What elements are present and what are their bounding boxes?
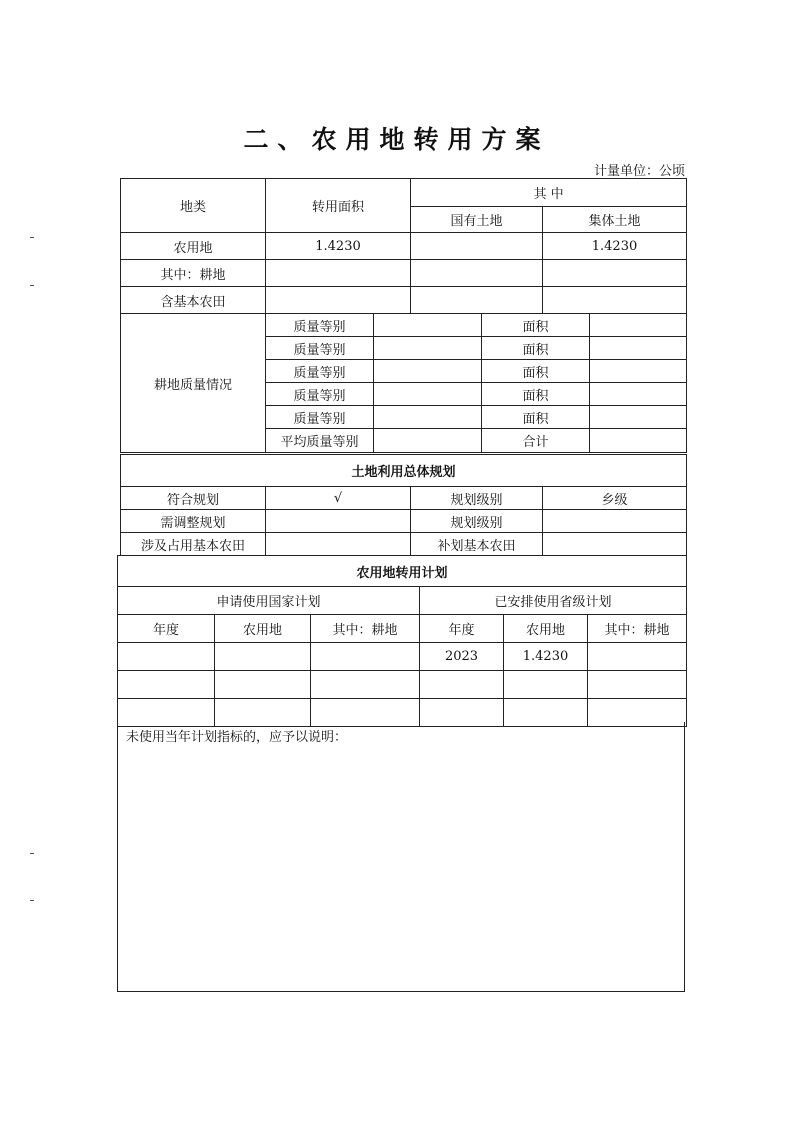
- provincial-plan-header: 已安排使用省级计划: [420, 587, 687, 615]
- table-row: [121, 260, 687, 287]
- table-row: [118, 643, 687, 671]
- row-label: 农用地: [121, 233, 266, 260]
- quality-value: [374, 337, 482, 360]
- table-row: [121, 233, 687, 260]
- quality-key: 质量等别: [266, 314, 374, 337]
- col-header: 年度: [118, 615, 215, 643]
- col-header: 其中：耕地: [311, 615, 420, 643]
- state-value: [411, 287, 543, 314]
- quality-value: [374, 429, 482, 453]
- cell: 2023: [420, 643, 504, 671]
- table-row: [121, 287, 687, 314]
- state-value: [411, 233, 543, 260]
- quality-value2: [590, 314, 687, 337]
- quality-value2: [590, 360, 687, 383]
- unit-label: 计量单位：公顷: [593, 164, 685, 179]
- planning-level-value: [543, 510, 687, 533]
- quality-key2: 合计: [482, 429, 590, 453]
- cell: [311, 643, 420, 671]
- state-value: [411, 260, 543, 287]
- planning-item: 涉及占用基本农田: [121, 533, 266, 556]
- quality-key2: 面积: [482, 383, 590, 406]
- area-value: [266, 260, 411, 287]
- page-title: 二、农用地转用方案: [243, 125, 550, 154]
- quality-value2: [590, 337, 687, 360]
- col-header: 年度: [420, 615, 504, 643]
- header-converted-area: 转用面积: [266, 179, 411, 233]
- table-row: [118, 671, 687, 699]
- quality-key: 质量等别: [266, 406, 374, 429]
- cell: [215, 643, 311, 671]
- col-header: 农用地: [504, 615, 588, 643]
- scan-mark: [30, 285, 34, 286]
- collective-value: [543, 287, 687, 314]
- planning-table: [120, 454, 687, 556]
- cell: [215, 671, 311, 699]
- scan-mark: [30, 853, 34, 854]
- quality-value: [374, 406, 482, 429]
- planning-title: 土地利用总体规划: [121, 455, 687, 487]
- quality-key2: 面积: [482, 314, 590, 337]
- quality-key2: 面积: [482, 360, 590, 383]
- col-header: 其中：耕地: [588, 615, 687, 643]
- quality-value2: [590, 383, 687, 406]
- planning-level-value: [543, 533, 687, 556]
- planning-level-label: 规划级别: [411, 510, 543, 533]
- explanation-box: [117, 722, 685, 992]
- planning-item: 需调整规划: [121, 510, 266, 533]
- scan-mark: [30, 900, 34, 901]
- quality-value: [374, 314, 482, 337]
- quality-key2: 面积: [482, 337, 590, 360]
- cell: [118, 671, 215, 699]
- cell: [588, 671, 687, 699]
- area-value: 1.4230: [266, 233, 411, 260]
- quality-key: 平均质量等别: [266, 429, 374, 453]
- area-value: [266, 287, 411, 314]
- cell: [118, 643, 215, 671]
- land-area-table: [120, 178, 687, 314]
- header-land-type: 地类: [121, 179, 266, 233]
- quality-key: 质量等别: [266, 383, 374, 406]
- planning-check: √: [266, 487, 411, 510]
- collective-value: 1.4230: [543, 233, 687, 260]
- planning-level-value: 乡级: [543, 487, 687, 510]
- planning-check: [266, 510, 411, 533]
- conversion-title: 农用地转用计划: [118, 556, 687, 587]
- header-among: 其 中: [411, 179, 687, 207]
- quality-key: 质量等别: [266, 360, 374, 383]
- national-plan-header: 申请使用国家计划: [118, 587, 420, 615]
- cell: [420, 671, 504, 699]
- conversion-plan-table: [117, 555, 687, 727]
- planning-item: 符合规划: [121, 487, 266, 510]
- collective-value: [543, 260, 687, 287]
- quality-value: [374, 360, 482, 383]
- quality-key2: 面积: [482, 406, 590, 429]
- header-collective-land: 集体土地: [543, 207, 687, 233]
- quality-value2: [590, 429, 687, 453]
- cell: [311, 671, 420, 699]
- quality-table: [120, 313, 687, 453]
- row-label: 其中：耕地: [121, 260, 266, 287]
- cell: [504, 671, 588, 699]
- planning-level-label: 补划基本农田: [411, 533, 543, 556]
- quality-value2: [590, 406, 687, 429]
- planning-level-label: 规划级别: [411, 487, 543, 510]
- explanation-label: 未使用当年计划指标的，应予以说明：: [126, 730, 348, 745]
- row-label: 含基本农田: [121, 287, 266, 314]
- quality-value: [374, 383, 482, 406]
- cell: [588, 643, 687, 671]
- scan-mark: [30, 237, 34, 238]
- quality-key: 质量等别: [266, 337, 374, 360]
- col-header: 农用地: [215, 615, 311, 643]
- planning-check: [266, 533, 411, 556]
- cell: 1.4230: [504, 643, 588, 671]
- header-state-land: 国有土地: [411, 207, 543, 233]
- quality-label: 耕地质量情况: [121, 314, 266, 453]
